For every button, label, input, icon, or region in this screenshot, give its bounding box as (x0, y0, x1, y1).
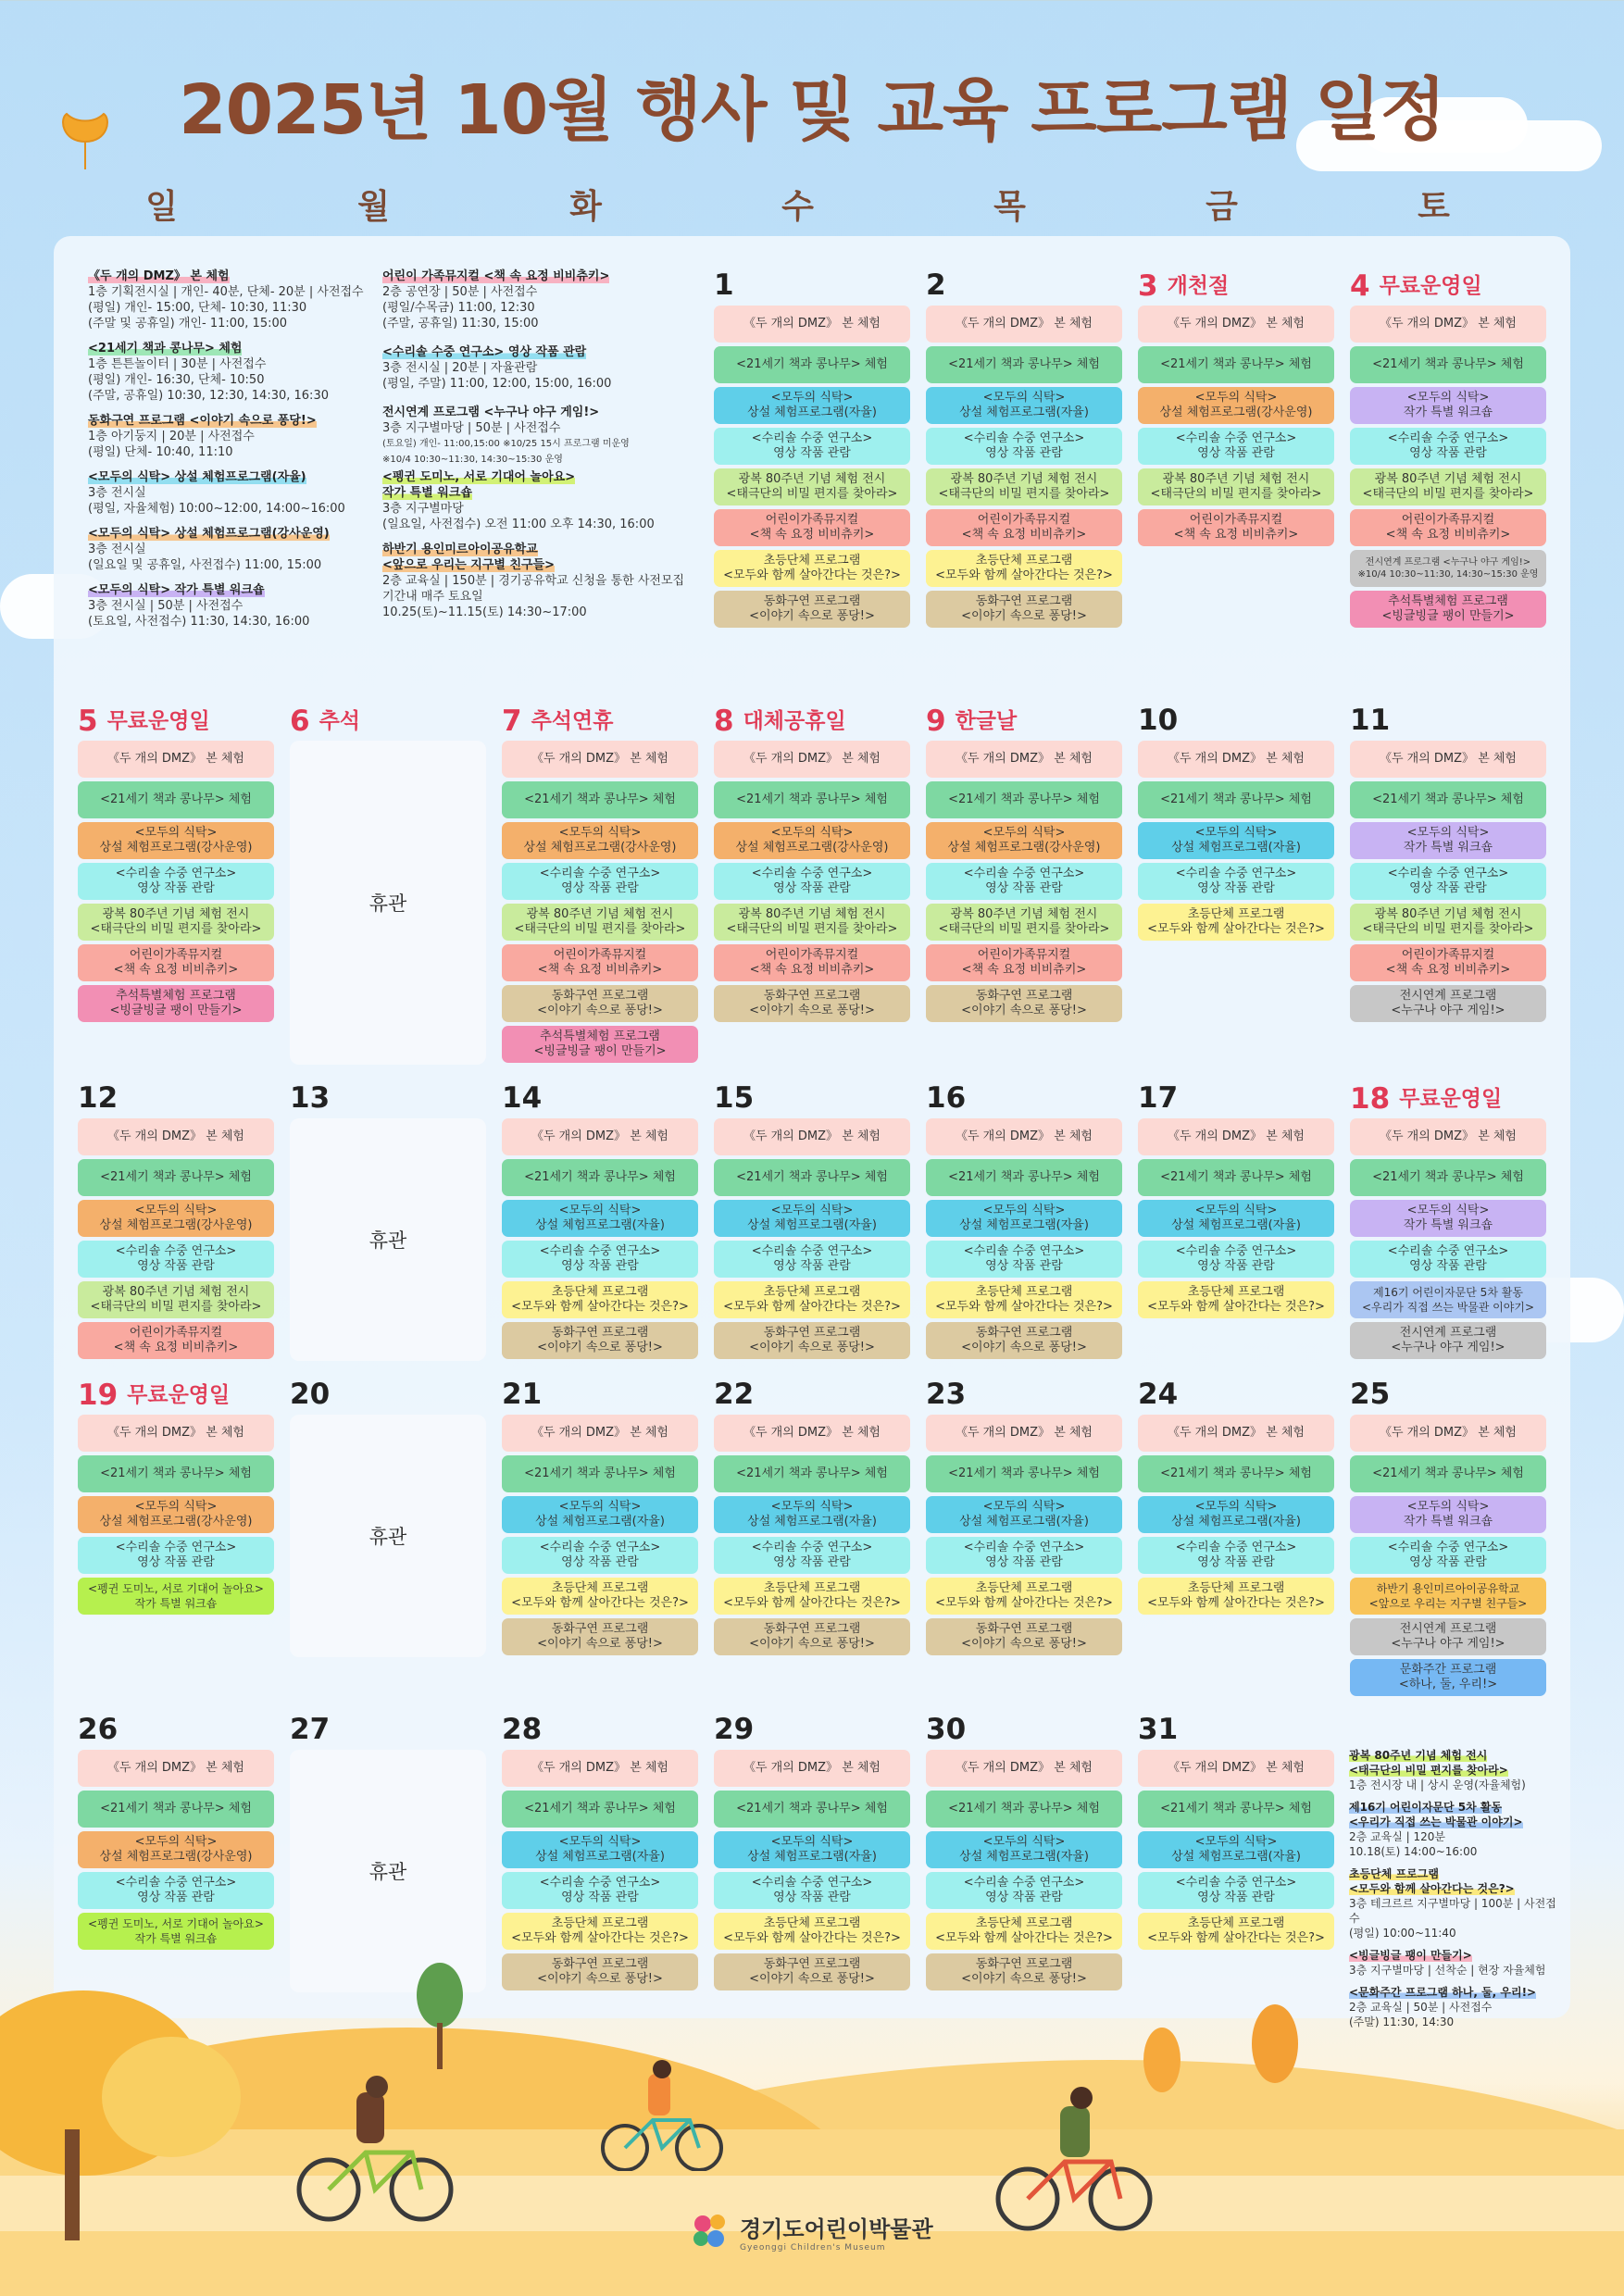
event-dmz[interactable]: 《두 개의 DMZ》 본 체험 (926, 306, 1122, 343)
info-line: 2층 공연장 | 50분 | 사전접수 (382, 285, 538, 299)
day-number: 5 무료운영일 (78, 705, 210, 738)
event-exhibit[interactable]: 광복 80주년 기념 체험 전시 <태극단의 비밀 편지를 찾아라> (1350, 904, 1546, 941)
weekday-fri: 금 (1206, 188, 1238, 226)
museum-name: 경기도어린이박물관 (740, 2215, 933, 2242)
event-exhibit[interactable]: 광복 80주년 기념 체험 전시 <태극단의 비밀 편지를 찾아라> (1138, 468, 1334, 505)
info-line: 10.25(토)~11.15(토) 14:30~17:00 (382, 605, 587, 619)
event-table-self[interactable]: <모두의 식탁> 상설 체험프로그램(자율) (714, 1200, 910, 1237)
closed-label: 휴관 (290, 1415, 486, 1657)
event-dmz[interactable]: 《두 개의 DMZ》 본 체험 (926, 1750, 1122, 1787)
event-book[interactable]: <21세기 책과 콩나무> 체험 (1350, 1455, 1546, 1492)
info-line: (토요일) 개인- 11:00,15:00 ※10/25 15시 프로그램 미운영 (382, 439, 630, 449)
info-line: 3층 지구별마당 | 50분 | 사전접수 (382, 421, 561, 435)
event-water[interactable]: <수리솔 수중 연구소> 영상 작품 관람 (714, 1537, 910, 1574)
info-line: (일요일 및 공휴일, 사전접수) 11:00, 15:00 (88, 558, 322, 572)
closed-label: 휴관 (290, 741, 486, 1065)
event-baseball[interactable]: 전시연계 프로그램 <누구나 야구 게임!> (1350, 985, 1546, 1022)
weekday-mon: 월 (357, 188, 390, 226)
event-storytelling[interactable]: 동화구연 프로그램 <이야기 속으로 퐁당!> (714, 985, 910, 1022)
info-heading: 전시연계 프로그램 <누구나 야구 게임!> (382, 406, 600, 419)
weekday-wed: 수 (781, 188, 814, 226)
event-musical[interactable]: 어린이가족뮤지컬 <책 속 요정 비비츄키> (78, 1322, 274, 1359)
day-number: 7 추석연휴 (502, 705, 614, 738)
event-table-teacher[interactable]: <모두의 식탁> 상설 체험프로그램(강사운영) (1138, 387, 1334, 424)
event-dmz[interactable]: 《두 개의 DMZ》 본 체험 (1350, 1118, 1546, 1155)
day-number: 13 (290, 1081, 331, 1115)
info-heading: <21세기 책과 콩나무> 체험 (88, 342, 243, 356)
event-musical[interactable]: 어린이가족뮤지컬 <책 속 요정 비비츄키> (1350, 944, 1546, 981)
info-heading: 광복 80주년 기념 체험 전시 (1349, 1749, 1488, 1762)
event-exhibit[interactable]: 광복 80주년 기념 체험 전시 <태극단의 비밀 편지를 찾아라> (1350, 468, 1546, 505)
event-exhibit[interactable]: 광복 80주년 기념 체험 전시 <태극단의 비밀 편지를 찾아라> (714, 904, 910, 941)
event-dmz[interactable]: 《두 개의 DMZ》 본 체험 (1138, 306, 1334, 343)
holiday-label: 무료운영일 (1379, 274, 1482, 298)
event-exhibit[interactable]: 광복 80주년 기념 체험 전시 <태극단의 비밀 편지를 찾아라> (926, 468, 1122, 505)
event-elementary[interactable]: 초등단체 프로그램 <모두와 함께 살아간다는 것은?> (926, 550, 1122, 587)
closed-label: 휴관 (290, 1118, 486, 1361)
event-water[interactable]: <수리솔 수중 연구소> 영상 작품 관람 (714, 428, 910, 465)
info-line: ※10/4 10:30~11:30, 14:30~15:30 운영 (382, 455, 563, 465)
info-line: (토요일, 사전접수) 11:30, 14:30, 16:00 (88, 615, 310, 629)
event-chuseok-special[interactable]: 추석특별체험 프로그램 <빙글빙글 팽이 만들기> (502, 1026, 698, 1063)
day-number: 2 (926, 268, 946, 302)
day-number: 23 (926, 1378, 967, 1411)
museum-logo-icon (690, 2211, 731, 2252)
event-elementary[interactable]: 초등단체 프로그램 <모두와 함께 살아간다는 것은?> (1138, 1913, 1334, 1950)
event-elementary[interactable]: 초등단체 프로그램 <모두와 함께 살아간다는 것은?> (926, 1578, 1122, 1615)
event-water[interactable]: <수리솔 수중 연구소> 영상 작품 관람 (502, 1537, 698, 1574)
day-number: 1 (714, 268, 734, 302)
event-water[interactable]: <수리솔 수중 연구소> 영상 작품 관람 (502, 1872, 698, 1909)
day-number: 24 (1138, 1378, 1179, 1411)
event-book[interactable]: <21세기 책과 콩나무> 체험 (1138, 781, 1334, 818)
info-line: (평일, 자율체험) 10:00~12:00, 14:00~16:00 (88, 502, 345, 516)
event-book[interactable]: <21세기 책과 콩나무> 체험 (926, 1455, 1122, 1492)
day-number: 17 (1138, 1081, 1179, 1115)
event-book[interactable]: <21세기 책과 콩나무> 체험 (1138, 1455, 1334, 1492)
event-earth-school[interactable]: 하반기 용인미르아이공유학교 <앞으로 우리는 지구별 친구들> (1350, 1578, 1546, 1615)
pine-tree-icon (417, 1963, 463, 2028)
tree-icon (1252, 2004, 1298, 2083)
event-kids-council[interactable]: 제16기 어린이자문단 5차 활동 <우리가 직접 쓰는 박물관 이야기> (1350, 1281, 1546, 1318)
event-baseball[interactable]: 전시연계 프로그램 <누구나 야구 게임!> (1350, 1322, 1546, 1359)
event-table-teacher[interactable]: <모두의 식탁> 상설 체험프로그램(강사운영) (926, 822, 1122, 859)
closed-label: 휴관 (290, 1750, 486, 1992)
event-storytelling[interactable]: 동화구연 프로그램 <이야기 속으로 퐁당!> (714, 1322, 910, 1359)
event-water[interactable]: <수리솔 수중 연구소> 영상 작품 관람 (1138, 428, 1334, 465)
event-storytelling[interactable]: 동화구연 프로그램 <이야기 속으로 퐁당!> (926, 985, 1122, 1022)
event-elementary[interactable]: 초등단체 프로그램 <모두와 함께 살아간다는 것은?> (1138, 1578, 1334, 1615)
event-book[interactable]: <21세기 책과 콩나무> 체험 (1138, 1159, 1334, 1196)
info-heading: 어린이 가족뮤지컬 <책 속 요정 비비츄키> (382, 269, 610, 283)
event-storytelling[interactable]: 동화구연 프로그램 <이야기 속으로 퐁당!> (926, 591, 1122, 628)
event-musical[interactable]: 어린이가족뮤지컬 <책 속 요정 비비츄키> (714, 944, 910, 981)
event-table-self[interactable]: <모두의 식탁> 상설 체험프로그램(자율) (926, 387, 1122, 424)
event-water[interactable]: <수리솔 수중 연구소> 영상 작품 관람 (78, 1872, 274, 1909)
info-heading: <모두의 식탁> 상설 체험프로그램(자율) (88, 470, 306, 484)
day-number: 28 (502, 1713, 543, 1746)
event-water[interactable]: <수리솔 수중 연구소> 영상 작품 관람 (1350, 863, 1546, 900)
event-table-self[interactable]: <모두의 식탁> 상설 체험프로그램(자율) (502, 1496, 698, 1533)
info-line: 10.18(토) 14:00~16:00 (1349, 1845, 1478, 1858)
event-water[interactable]: <수리솔 수중 연구소> 영상 작품 관람 (1138, 1872, 1334, 1909)
event-storytelling[interactable]: 동화구연 프로그램 <이야기 속으로 퐁당!> (926, 1322, 1122, 1359)
event-book[interactable]: <21세기 책과 콩나무> 체험 (714, 1455, 910, 1492)
day-number: 31 (1138, 1713, 1179, 1746)
holiday-label: 대체공휴일 (743, 709, 846, 733)
event-chuseok-special[interactable]: 추석특별체험 프로그램 <빙글빙글 팽이 만들기> (78, 985, 274, 1022)
event-table-self[interactable]: <모두의 식탁> 상설 체험프로그램(자율) (714, 387, 910, 424)
event-dmz[interactable]: 《두 개의 DMZ》 본 체험 (1350, 306, 1546, 343)
info-heading: 제16기 어린이자문단 5차 활동 (1349, 1801, 1503, 1814)
info-line: 3층 지구별마당 (382, 502, 464, 516)
museum-name-english: Gyeonggi Children's Museum (740, 2242, 886, 2252)
bicycle-rider-icon (292, 2074, 458, 2222)
event-exhibit[interactable]: 광복 80주년 기념 체험 전시 <태극단의 비밀 편지를 찾아라> (502, 904, 698, 941)
event-book[interactable]: <21세기 책과 콩나무> 체험 (926, 346, 1122, 383)
event-book[interactable]: <21세기 책과 콩나무> 체험 (714, 346, 910, 383)
day-number: 4 무료운영일 (1350, 269, 1482, 303)
info-line: (주말 및 공휴일) 개인- 11:00, 15:00 (88, 317, 288, 331)
day-number: 30 (926, 1713, 967, 1746)
event-musical[interactable]: 어린이가족뮤지컬 <책 속 요정 비비츄키> (1350, 509, 1546, 546)
info-line: (일요일, 사전접수) 오전 11:00 오후 14:30, 16:00 (382, 518, 655, 531)
event-book[interactable]: <21세기 책과 콩나무> 체험 (926, 1791, 1122, 1828)
event-book[interactable]: <21세기 책과 콩나무> 체험 (714, 1791, 910, 1828)
event-dmz[interactable]: 《두 개의 DMZ》 본 체험 (1350, 741, 1546, 778)
weekday-header (56, 181, 1568, 227)
weekday-tue: 화 (569, 188, 602, 226)
event-penguin-workshop[interactable]: <펭귄 도미노, 서로 기대어 놀아요> 작가 특별 워크숍 (78, 1578, 274, 1615)
event-storytelling[interactable]: 동화구연 프로그램 <이야기 속으로 퐁당!> (502, 985, 698, 1022)
day-number: 10 (1138, 704, 1179, 737)
event-water[interactable]: <수리솔 수중 연구소> 영상 작품 관람 (502, 1241, 698, 1278)
info-heading: <빙글빙글 팽이 만들기> (1349, 1949, 1472, 1962)
event-table-self[interactable]: <모두의 식탁> 상설 체험프로그램(자율) (502, 1200, 698, 1237)
event-baseball[interactable]: 전시연계 프로그램 <누구나 야구 게임!> (1350, 1618, 1546, 1655)
event-dmz[interactable]: 《두 개의 DMZ》 본 체험 (78, 741, 274, 778)
event-water[interactable]: <수리솔 수중 연구소> 영상 작품 관람 (714, 1872, 910, 1909)
info-line: 2층 교육실 | 150분 | 경기공유학교 신청을 통한 사전모집 (382, 574, 685, 588)
weekday-thu: 목 (993, 188, 1026, 226)
event-dmz[interactable]: 《두 개의 DMZ》 본 체험 (1138, 1415, 1334, 1452)
holiday-label: 추석연휴 (531, 709, 614, 733)
event-water[interactable]: <수리솔 수중 연구소> 영상 작품 관람 (926, 863, 1122, 900)
weekday-sun: 일 (145, 188, 178, 226)
event-water[interactable]: <수리솔 수중 연구소> 영상 작품 관람 (78, 1241, 274, 1278)
info-right (1349, 1748, 1562, 2029)
event-dmz[interactable]: 《두 개의 DMZ》 본 체험 (502, 1118, 698, 1155)
event-musical[interactable]: 어린이가족뮤지컬 <책 속 요정 비비츄키> (1138, 509, 1334, 546)
event-storytelling[interactable]: 동화구연 프로그램 <이야기 속으로 퐁당!> (714, 591, 910, 628)
event-table-teacher[interactable]: <모두의 식탁> 상설 체험프로그램(강사운영) (78, 822, 274, 859)
event-dmz[interactable]: 《두 개의 DMZ》 본 체험 (1138, 1750, 1334, 1787)
info-line: (평일) 개인- 16:30, 단체- 10:50 (88, 373, 265, 387)
event-dmz[interactable]: 《두 개의 DMZ》 본 체험 (714, 741, 910, 778)
event-book[interactable]: <21세기 책과 콩나무> 체험 (502, 1791, 698, 1828)
info-line: 3층 전시실 | 20분 | 자율관람 (382, 361, 538, 375)
event-dmz[interactable]: 《두 개의 DMZ》 본 체험 (714, 1750, 910, 1787)
tree-icon (102, 2037, 241, 2157)
event-author-workshop[interactable]: <모두의 식탁> 작가 특별 워크숍 (1350, 822, 1546, 859)
event-dmz[interactable]: 《두 개의 DMZ》 본 체험 (926, 1118, 1122, 1155)
event-book[interactable]: <21세기 책과 콩나무> 체험 (926, 1159, 1122, 1196)
info-heading: 동화구연 프로그램 <이야기 속으로 퐁당!> (88, 414, 317, 428)
day-number: 25 (1350, 1378, 1391, 1411)
museum-logo[interactable] (690, 2203, 940, 2259)
event-book[interactable]: <21세기 책과 콩나무> 체험 (78, 781, 274, 818)
event-culture-week[interactable]: 문화주간 프로그램 <하나, 둘, 우리!> (1350, 1659, 1546, 1696)
day-number: 3 개천절 (1138, 269, 1230, 303)
event-book[interactable]: <21세기 책과 콩나무> 체험 (1350, 1159, 1546, 1196)
holiday-label: 추석 (319, 709, 361, 733)
event-elementary[interactable]: 초등단체 프로그램 <모두와 함께 살아간다는 것은?> (714, 1281, 910, 1318)
info-heading: 《두 개의 DMZ》 본 체험 (88, 269, 230, 283)
event-water[interactable]: <수리솔 수중 연구소> 영상 작품 관람 (926, 1537, 1122, 1574)
event-storytelling[interactable]: 동화구연 프로그램 <이야기 속으로 퐁당!> (926, 1953, 1122, 1990)
info-line: 1층 아기둥지 | 20분 | 사전접수 (88, 430, 255, 443)
info-heading: <앞으로 우리는 지구별 친구들> (382, 558, 556, 572)
day-number: 26 (78, 1713, 119, 1746)
info-heading: <문화주간 프로그램 하나, 둘, 우리!> (1349, 1986, 1537, 1999)
event-dmz[interactable]: 《두 개의 DMZ》 본 체험 (502, 1415, 698, 1452)
event-book[interactable]: <21세기 책과 콩나무> 체험 (78, 1791, 274, 1828)
event-musical[interactable]: 어린이가족뮤지컬 <책 속 요정 비비츄키> (502, 944, 698, 981)
event-book[interactable]: <21세기 책과 콩나무> 체험 (1138, 1791, 1334, 1828)
event-book[interactable]: <21세기 책과 콩나무> 체험 (714, 781, 910, 818)
event-table-self[interactable]: <모두의 식탁> 상설 체험프로그램(자율) (1138, 1200, 1334, 1237)
day-number: 22 (714, 1378, 755, 1411)
event-elementary[interactable]: 초등단체 프로그램 <모두와 함께 살아간다는 것은?> (926, 1913, 1122, 1950)
bicycle-rider-icon (991, 2083, 1157, 2231)
event-book[interactable]: <21세기 책과 콩나무> 체험 (78, 1159, 274, 1196)
tree-trunk (437, 2023, 443, 2069)
event-book[interactable]: <21세기 책과 콩나무> 체험 (502, 781, 698, 818)
event-exhibit[interactable]: 광복 80주년 기념 체험 전시 <태극단의 비밀 편지를 찾아라> (78, 1281, 274, 1318)
event-water[interactable]: <수리솔 수중 연구소> 영상 작품 관람 (1350, 428, 1546, 465)
event-dmz[interactable]: 《두 개의 DMZ》 본 체험 (926, 1415, 1122, 1452)
event-book[interactable]: <21세기 책과 콩나무> 체험 (1350, 781, 1546, 818)
event-table-teacher[interactable]: <모두의 식탁> 상설 체험프로그램(강사운영) (78, 1200, 274, 1237)
event-water[interactable]: <수리솔 수중 연구소> 영상 작품 관람 (926, 1872, 1122, 1909)
info-line: (주말, 공휴일) 11:30, 15:00 (382, 317, 539, 331)
event-exhibit[interactable]: 광복 80주년 기념 체험 전시 <태극단의 비밀 편지를 찾아라> (78, 904, 274, 941)
event-author-workshop[interactable]: <모두의 식탁> 작가 특별 워크숍 (1350, 1496, 1546, 1533)
event-exhibit[interactable]: 광복 80주년 기념 체험 전시 <태극단의 비밀 편지를 찾아라> (926, 904, 1122, 941)
event-dmz[interactable]: 《두 개의 DMZ》 본 체험 (926, 741, 1122, 778)
holiday-label: 무료운영일 (127, 1383, 231, 1407)
day-number: 21 (502, 1378, 543, 1411)
event-musical[interactable]: 어린이가족뮤지컬 <책 속 요정 비비츄키> (926, 944, 1122, 981)
event-musical[interactable]: 어린이가족뮤지컬 <책 속 요정 비비츄키> (926, 509, 1122, 546)
event-penguin-workshop[interactable]: <펭귄 도미노, 서로 기대어 놀아요> 작가 특별 워크숍 (78, 1913, 274, 1950)
event-dmz[interactable]: 《두 개의 DMZ》 본 체험 (714, 1118, 910, 1155)
day-number: 15 (714, 1081, 755, 1115)
event-dmz[interactable]: 《두 개의 DMZ》 본 체험 (78, 1415, 274, 1452)
event-water[interactable]: <수리솔 수중 연구소> 영상 작품 관람 (78, 863, 274, 900)
info-heading: <우리가 직접 쓰는 박물관 이야기> (1349, 1816, 1523, 1828)
event-author-workshop[interactable]: <모두의 식탁> 작가 특별 워크숍 (1350, 1200, 1546, 1237)
event-table-self[interactable]: <모두의 식탁> 상설 체험프로그램(자율) (926, 1496, 1122, 1533)
event-dmz[interactable]: 《두 개의 DMZ》 본 체험 (502, 741, 698, 778)
event-table-teacher[interactable]: <모두의 식탁> 상설 체험프로그램(강사운영) (502, 822, 698, 859)
event-table-self[interactable]: <모두의 식탁> 상설 체험프로그램(자율) (714, 1496, 910, 1533)
holiday-label: 개천절 (1167, 274, 1230, 298)
holiday-label: 무료운영일 (1399, 1087, 1503, 1111)
info-line: 기간내 매주 토요일 (382, 590, 483, 604)
event-water[interactable]: <수리솔 수중 연구소> 영상 작품 관람 (502, 863, 698, 900)
event-table-teacher[interactable]: <모두의 식탁> 상설 체험프로그램(강사운영) (78, 1831, 274, 1868)
event-elementary[interactable]: 초등단체 프로그램 <모두와 함께 살아간다는 것은?> (926, 1281, 1122, 1318)
event-dmz[interactable]: 《두 개의 DMZ》 본 체험 (714, 306, 910, 343)
event-water[interactable]: <수리솔 수중 연구소> 영상 작품 관람 (1138, 1537, 1334, 1574)
event-storytelling[interactable]: 동화구연 프로그램 <이야기 속으로 퐁당!> (714, 1618, 910, 1655)
event-exhibit[interactable]: 광복 80주년 기념 체험 전시 <태극단의 비밀 편지를 찾아라> (714, 468, 910, 505)
day-number: 16 (926, 1081, 967, 1115)
event-water[interactable]: <수리솔 수중 연구소> 영상 작품 관람 (714, 863, 910, 900)
event-water[interactable]: <수리솔 수중 연구소> 영상 작품 관람 (1138, 863, 1334, 900)
event-elementary[interactable]: 초등단체 프로그램 <모두와 함께 살아간다는 것은?> (714, 550, 910, 587)
event-table-self[interactable]: <모두의 식탁> 상설 체험프로그램(자율) (1138, 822, 1334, 859)
day-number: 12 (78, 1081, 119, 1115)
event-dmz[interactable]: 《두 개의 DMZ》 본 체험 (502, 1750, 698, 1787)
info-heading: <수리솔 수중 연구소> 영상 작품 관람 (382, 345, 587, 359)
info-heading: <펭귄 도미노, 서로 기대어 놀아요> (382, 470, 576, 484)
info-heading: <태극단의 비밀 편지를 찾아라> (1349, 1764, 1508, 1777)
event-table-teacher[interactable]: <모두의 식탁> 상설 체험프로그램(강사운영) (78, 1496, 274, 1533)
info-line: 1층 튼튼놀이터 | 30분 | 사전접수 (88, 357, 267, 371)
info-heading: 초등단체 프로그램 (1349, 1867, 1439, 1880)
day-number: 27 (290, 1713, 331, 1746)
info-line: 2층 교육실 | 120분 (1349, 1830, 1445, 1843)
event-storytelling[interactable]: 동화구연 프로그램 <이야기 속으로 퐁당!> (714, 1953, 910, 1990)
event-musical[interactable]: 어린이가족뮤지컬 <책 속 요정 비비츄키> (78, 944, 274, 981)
info-line: (평일/수목금) 11:00, 12:30 (382, 301, 535, 315)
bicycle-rider-icon (597, 2060, 727, 2171)
event-elementary[interactable]: 초등단체 프로그램 <모두와 함께 살아간다는 것은?> (502, 1281, 698, 1318)
event-water[interactable]: <수리솔 수중 연구소> 영상 작품 관람 (1350, 1241, 1546, 1278)
holiday-label: 무료운영일 (106, 709, 210, 733)
day-number: 8 대체공휴일 (714, 705, 846, 738)
event-musical[interactable]: 어린이가족뮤지컬 <책 속 요정 비비츄키> (714, 509, 910, 546)
info-line: (평일, 주말) 11:00, 12:00, 15:00, 16:00 (382, 377, 612, 391)
info-line: 3층 전시실 (88, 543, 146, 556)
event-table-teacher[interactable]: <모두의 식탁> 상설 체험프로그램(강사운영) (714, 822, 910, 859)
event-dmz[interactable]: 《두 개의 DMZ》 본 체험 (78, 1118, 274, 1155)
event-dmz[interactable]: 《두 개의 DMZ》 본 체험 (1138, 1118, 1334, 1155)
tree-trunk (65, 2129, 80, 2240)
day-number: 29 (714, 1713, 755, 1746)
day-number: 9 한글날 (926, 705, 1018, 738)
info-line: (평일) 단체- 10:40, 11:10 (88, 445, 233, 459)
event-water[interactable]: <수리솔 수중 연구소> 영상 작품 관람 (926, 428, 1122, 465)
info-heading: <모두의 식탁> 작가 특별 워크숍 (88, 583, 265, 597)
event-book[interactable]: <21세기 책과 콩나무> 체험 (1350, 346, 1546, 383)
info-line: (주말, 공휴일) 10:30, 12:30, 14:30, 16:30 (88, 389, 329, 403)
event-book[interactable]: <21세기 책과 콩나무> 체험 (502, 1159, 698, 1196)
event-table-self[interactable]: <모두의 식탁> 상설 체험프로그램(자율) (714, 1831, 910, 1868)
event-water[interactable]: <수리솔 수중 연구소> 영상 작품 관람 (78, 1537, 274, 1574)
page-title: 2025년 10월 행사 및 교육 프로그램 일정 (179, 70, 1445, 150)
day-number: 20 (290, 1378, 331, 1411)
day-number: 18 무료운영일 (1350, 1082, 1503, 1116)
event-book[interactable]: <21세기 책과 콩나무> 체험 (1138, 346, 1334, 383)
info-heading: 작가 특별 워크숍 (382, 486, 472, 500)
event-water[interactable]: <수리솔 수중 연구소> 영상 작품 관람 (926, 1241, 1122, 1278)
event-storytelling[interactable]: 동화구연 프로그램 <이야기 속으로 퐁당!> (502, 1618, 698, 1655)
event-storytelling[interactable]: 동화구연 프로그램 <이야기 속으로 퐁당!> (502, 1953, 698, 1990)
info-line: (평일) 10:00~11:40 (1349, 1927, 1456, 1940)
holiday-label: 한글날 (955, 709, 1018, 733)
day-number: 14 (502, 1081, 543, 1115)
info-line: 3층 전시실 | 50분 | 사전접수 (88, 599, 244, 613)
info-line: 1층 기획전시실 | 개인- 40분, 단체- 20분 | 사전접수 (88, 285, 364, 299)
event-elementary[interactable]: 초등단체 프로그램 <모두와 함께 살아간다는 것은?> (714, 1913, 910, 1950)
event-water[interactable]: <수리솔 수중 연구소> 영상 작품 관람 (1350, 1537, 1546, 1574)
info-line: 2층 교육실 | 50분 | 사전접수 (1349, 2001, 1493, 2014)
event-water[interactable]: <수리솔 수중 연구소> 영상 작품 관람 (1138, 1241, 1334, 1278)
event-dmz[interactable]: 《두 개의 DMZ》 본 체험 (1138, 741, 1334, 778)
day-number: 11 (1350, 704, 1391, 737)
event-book[interactable]: <21세기 책과 콩나무> 체험 (502, 1455, 698, 1492)
event-elementary[interactable]: 초등단체 프로그램 <모두와 함께 살아간다는 것은?> (502, 1913, 698, 1950)
event-book[interactable]: <21세기 책과 콩나무> 체험 (926, 781, 1122, 818)
info-heading: <모두와 함께 살아간다는 것은?> (1349, 1882, 1515, 1895)
info-line: 3층 테크르르 지구별마당 | 100분 | 사전접수 (1349, 1897, 1556, 1925)
event-table-self[interactable]: <모두의 식탁> 상설 체험프로그램(자율) (926, 1831, 1122, 1868)
event-baseball[interactable]: 전시연계 프로그램 <누구나 야구 게임!> ※10/4 10:30~11:30, 14:30~15:30 운영 (1350, 550, 1546, 587)
event-table-self[interactable]: <모두의 식탁> 상설 체험프로그램(자율) (502, 1831, 698, 1868)
info-line: (주말) 11:30, 14:30 (1349, 2015, 1455, 2028)
event-chuseok-special[interactable]: 추석특별체험 프로그램 <빙글빙글 팽이 만들기> (1350, 591, 1546, 628)
event-dmz[interactable]: 《두 개의 DMZ》 본 체험 (714, 1415, 910, 1452)
event-elementary[interactable]: 초등단체 프로그램 <모두와 함께 살아간다는 것은?> (502, 1578, 698, 1615)
event-elementary[interactable]: 초등단체 프로그램 <모두와 함께 살아간다는 것은?> (1138, 904, 1334, 941)
event-elementary[interactable]: 초등단체 프로그램 <모두와 함께 살아간다는 것은?> (1138, 1281, 1334, 1318)
info-mid (382, 268, 688, 620)
event-storytelling[interactable]: 동화구연 프로그램 <이야기 속으로 퐁당!> (926, 1618, 1122, 1655)
weekday-sat: 토 (1418, 188, 1450, 226)
info-line: 3층 지구별마당 | 선착순 | 현장 자율체험 (1349, 1964, 1546, 1977)
info-heading: <모두의 식탁> 상설 체험프로그램(강사운영) (88, 527, 330, 541)
info-line: (평일) 개인- 15:00, 단체- 10:30, 11:30 (88, 301, 307, 315)
event-table-self[interactable]: <모두의 식탁> 상설 체험프로그램(자율) (926, 1200, 1122, 1237)
event-dmz[interactable]: 《두 개의 DMZ》 본 체험 (78, 1750, 274, 1787)
event-storytelling[interactable]: 동화구연 프로그램 <이야기 속으로 퐁당!> (502, 1322, 698, 1359)
event-table-self[interactable]: <모두의 식탁> 상설 체험프로그램(자율) (1138, 1831, 1334, 1868)
day-number: 19 무료운영일 (78, 1379, 231, 1412)
info-line: 3층 전시실 (88, 486, 146, 500)
info-line: 1층 전시장 내 | 상시 운영(자율체험) (1349, 1778, 1526, 1791)
event-author-workshop[interactable]: <모두의 식탁> 작가 특별 워크숍 (1350, 387, 1546, 424)
event-dmz[interactable]: 《두 개의 DMZ》 본 체험 (1350, 1415, 1546, 1452)
day-number: 6 추석 (290, 705, 361, 738)
event-elementary[interactable]: 초등단체 프로그램 <모두와 함께 살아간다는 것은?> (714, 1578, 910, 1615)
event-table-self[interactable]: <모두의 식탁> 상설 체험프로그램(자율) (1138, 1496, 1334, 1533)
event-water[interactable]: <수리솔 수중 연구소> 영상 작품 관람 (714, 1241, 910, 1278)
info-heading: 하반기 용인미르아이공유학교 (382, 543, 538, 556)
event-book[interactable]: <21세기 책과 콩나무> 체험 (714, 1159, 910, 1196)
info-left (88, 268, 366, 630)
event-book[interactable]: <21세기 책과 콩나무> 체험 (78, 1455, 274, 1492)
